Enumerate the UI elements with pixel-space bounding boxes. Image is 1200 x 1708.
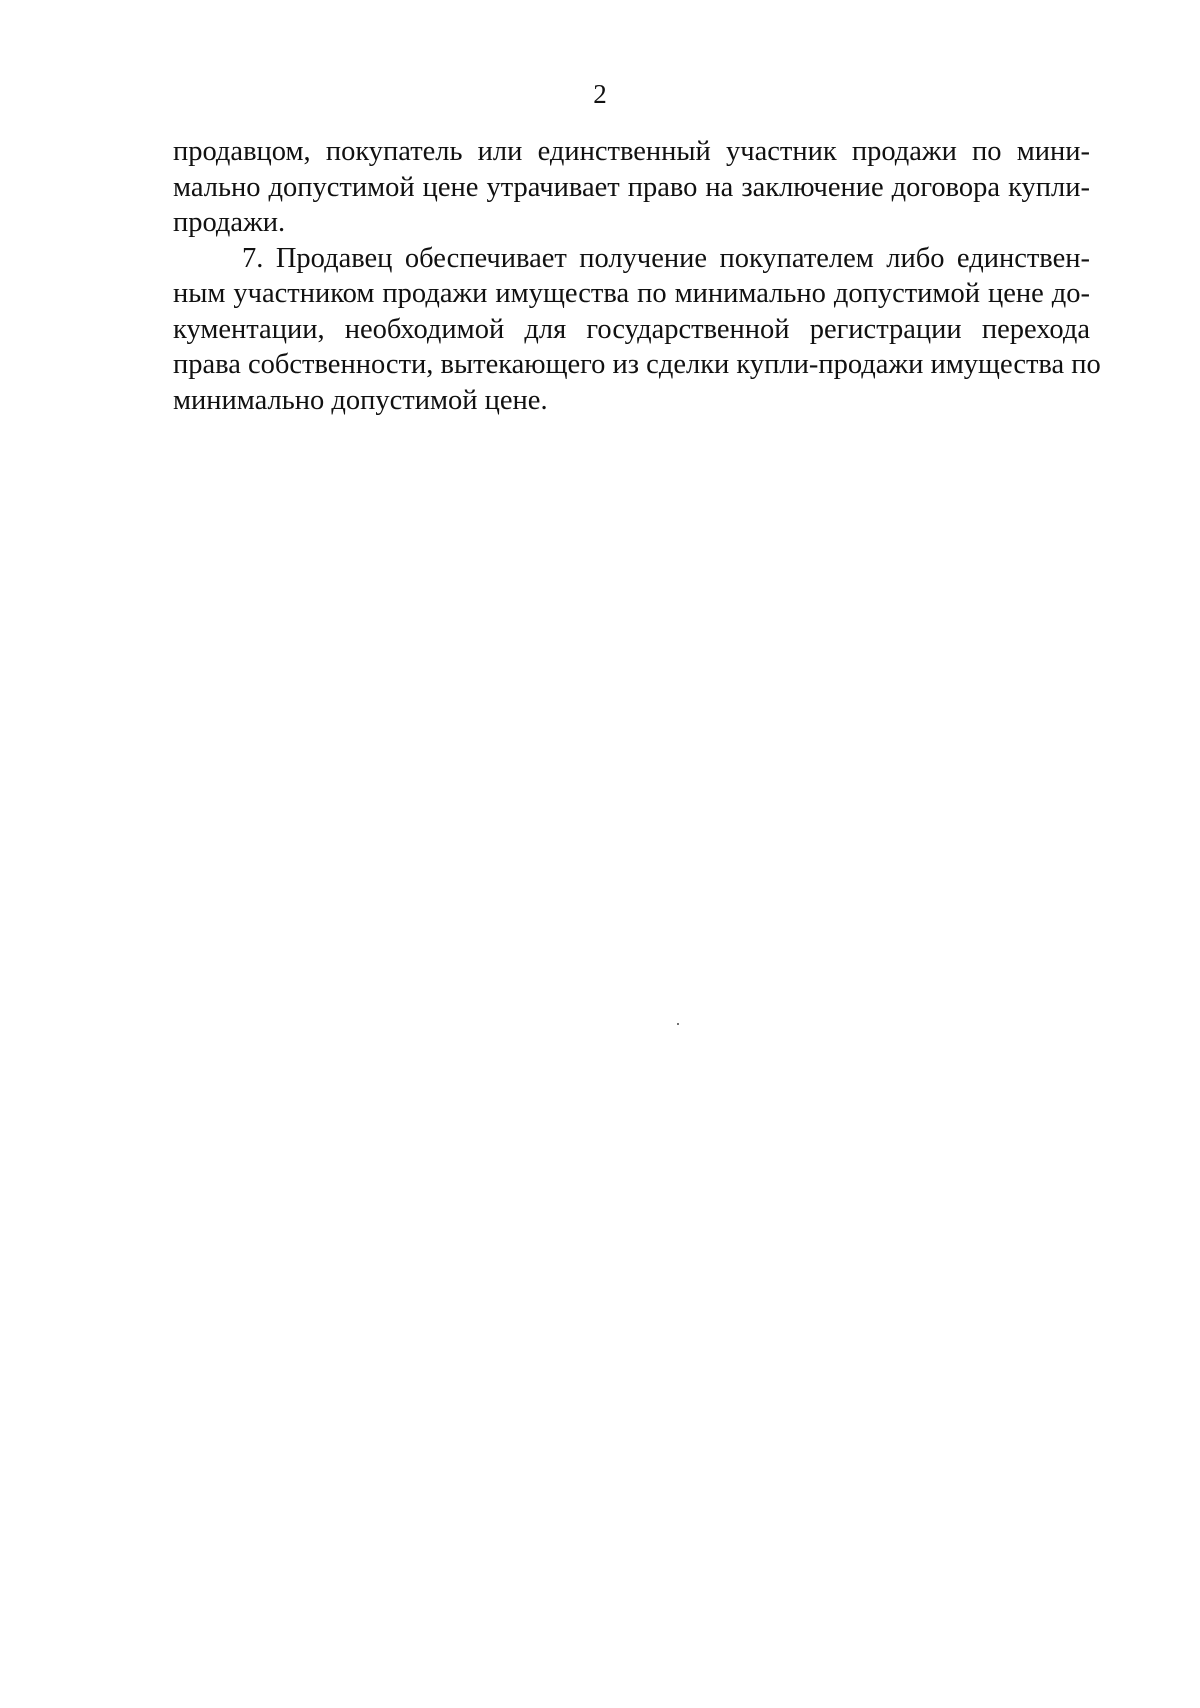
text-line: продажи. [173, 207, 286, 238]
scan-speck [677, 1023, 679, 1025]
page-number: 2 [593, 79, 607, 109]
text-line: права собственности, вытекающего из сделки купли-продажи имущества по [173, 349, 1101, 380]
text-line: минимально допустимой цене. [173, 384, 548, 416]
text-line: мально допустимой цене утрачивает право на заключение договора купли- [173, 171, 1090, 203]
paragraph-7-first-line: 7. Продавец обеспечивает получение покупателем либо единствен- [242, 242, 1090, 274]
text-line: продавцом, покупатель или единственный участник продажи по мини- [173, 136, 1090, 167]
text-line: кументации, необходимой для государственной регистрации перехода [173, 313, 1090, 345]
text-line: ным участником продажи имущества по минимально допустимой цене до- [173, 278, 1090, 309]
document-body [173, 134, 1101, 418]
